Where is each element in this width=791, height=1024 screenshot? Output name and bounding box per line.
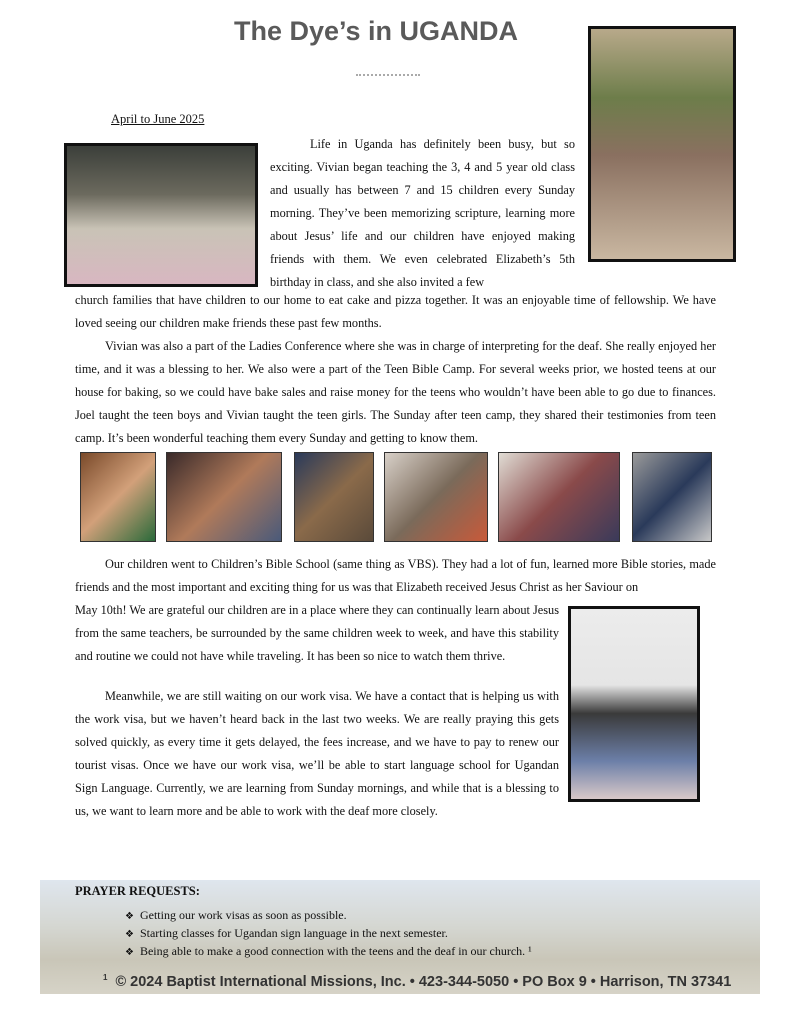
paragraph-intro: Life in Uganda has definitely been busy, but so exciting. Vivian began teaching the 3, 4 and 5 year old class and usually has between 7 and 15 children every Sunday morning. They’ve been memorizing scripture, learning more about Jesus’ life and our children have enjoyed making friends with them. We even celebrated Elizabeth’s 5th birthday in class, and she also invited a few	[270, 137, 575, 289]
diamond-bullet-icon: ❖	[125, 929, 134, 940]
paragraph-work-visa: Meanwhile, we are still waiting on our work visa. We have a contact that is helping us with the work visa, but we haven’t heard back in the last two weeks. We are really praying this gets solved quickly, as every time it gets delayed, the fees increase, and we have to pay to renew our tourist visas. Once we have our work visa, we’ll be able to start language school for Ugandan Sign Language. Currently, we are learning from Sunday mornings, and while that is a blessing to us, we want to learn more and be able to work with the deaf more closely.	[75, 689, 559, 818]
prayer-heading: PRAYER REQUESTS:	[75, 884, 200, 898]
footer-copyright: $^1$ © 2024 Baptist International Missions, Inc. • 423-344-5050 • PO Box 9 • Harrison, TN 37341	[103, 973, 732, 990]
page-title: The Dye’s in UGANDA	[233, 16, 519, 46]
prayer-item: ❖ Starting classes for Ugandan sign language in the next semester.	[125, 926, 448, 940]
paragraph-intro-continued: church families that have children to our home to eat cake and pizza together. It was an enjoyable time of fellowship. We have loved seeing our children make friends these past few months.	[75, 293, 716, 330]
date-range: April to June 2025	[111, 112, 205, 126]
prayer-item: ❖ Being able to make a good connection with the teens and the deaf in our church. ¹	[125, 944, 532, 958]
class-birthday-photo	[64, 143, 258, 287]
paragraph-conference: Vivian was also a part of the Ladies Conference where she was in charge of interpreting for the deaf. She really enjoyed her time, and it was a blessing to her. We also were a part of the Teen Bible Camp. For several weeks prior, we hosted teens at our house for baking, so we could have bake sales and raise money for the teens who wouldn’t have been able to go due to finances. Joel taught the teen boys and Vivian taught the teen girls. The Sunday after teen camp, they shared their testimonies from teen camp. It’s been wonderful teaching them every Sunday and getting to know them.	[75, 339, 716, 445]
paragraph-bible-school: Our children went to Children’s Bible School (same thing as VBS). They had a lot of fun, learned more Bible stories, made friends and the most important and exciting thing for us was that Elizabeth received Jesus Christ as her Saviour on	[75, 557, 716, 594]
photo-teen-group	[498, 452, 620, 542]
family-photo	[588, 26, 736, 262]
title-divider	[356, 74, 420, 79]
sign-language-photo	[568, 606, 700, 802]
photo-bake-sale	[166, 452, 282, 542]
photo-ladies-conference	[80, 452, 156, 542]
diamond-bullet-icon: ❖	[125, 947, 134, 958]
photo-preaching	[632, 452, 712, 542]
prayer-list	[125, 907, 532, 961]
photo-teen-camp	[384, 452, 488, 542]
diamond-bullet-icon: ❖	[125, 911, 134, 922]
footnote-mark: 1	[103, 973, 108, 982]
prayer-item: ❖ Getting our work visas as soon as possible.	[125, 908, 347, 922]
photo-teen-baking	[294, 452, 374, 542]
paragraph-bible-school-continued: May 10th! We are grateful our children are in a place where they can continually learn about Jesus from the same teachers, be surrounded by the same children week to week, and have this stability and routine we could not have while traveling. It has been so nice to watch them thrive.	[75, 603, 559, 663]
